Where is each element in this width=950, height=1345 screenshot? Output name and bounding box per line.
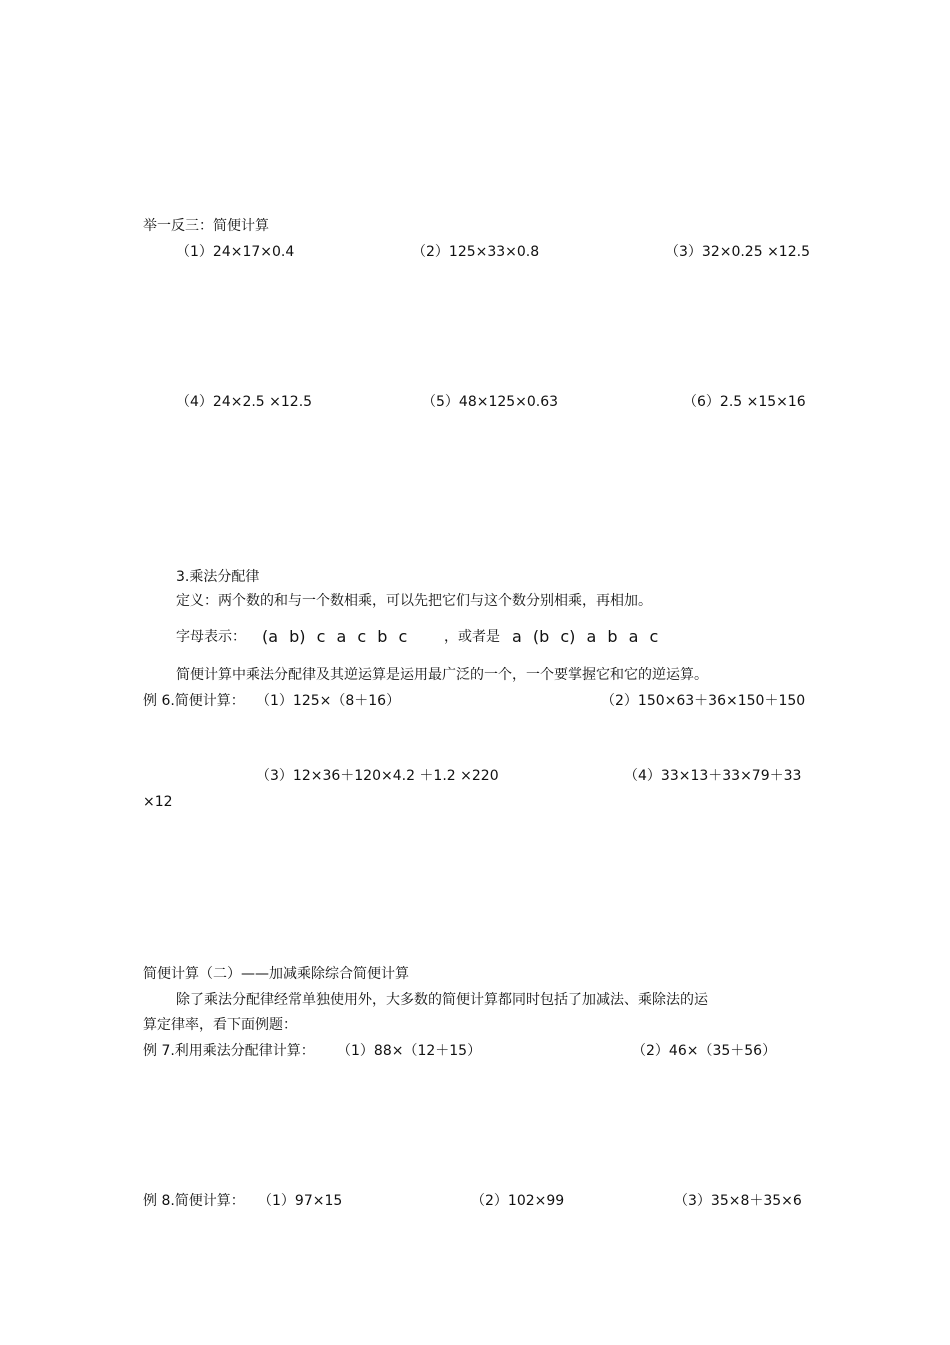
example7-problem-1: （1）88×（12＋15）	[337, 1043, 482, 1059]
example8-problem-3: （3）35×8＋35×6	[674, 1193, 802, 1209]
problem-3: （3）32×0.25 ×12.5	[665, 244, 810, 260]
section-title: 举一反三：简便计算	[143, 218, 269, 234]
example6-problem-2: （2）150×63＋36×150＋150	[601, 693, 806, 709]
note-text: 简便计算中乘法分配律及其逆运算是运用最广泛的一个，一个要掌握它和它的逆运算。	[176, 667, 708, 683]
example8-label: 例 8.简便计算：	[143, 1193, 245, 1209]
example-label: 例 6.简便计算：	[143, 693, 245, 709]
example8-problem-1: （1）97×15	[258, 1193, 343, 1209]
example8-problem-2: （2）102×99	[471, 1193, 565, 1209]
example6-problem-3: （3）12×36＋120×4.2 ＋1.2 ×220	[256, 768, 499, 784]
example6-problem-1: （1）125×（8＋16）	[256, 693, 401, 709]
paragraph-line-1: 除了乘法分配律经常单独使用外，大多数的简便计算都同时包括了加减法、乘除法的运	[176, 992, 708, 1008]
problem-5: （5）48×125×0.63	[422, 394, 559, 410]
definition-text: 定义：两个数的和与一个数相乘，可以先把它们与这个数分别相乘，再相加。	[176, 593, 652, 609]
problem-4: （4）24×2.5 ×12.5	[176, 394, 313, 410]
formula-2: a (b c) a b a c	[512, 627, 659, 646]
example6-problem-4: （4）33×13＋33×79＋33	[624, 768, 802, 784]
problem-2: （2）125×33×0.8	[412, 244, 540, 260]
formula-1: (a b) c a c b c	[262, 627, 408, 646]
example6-problem-4-cont: ×12	[143, 794, 173, 810]
problem-6: （6）2.5 ×15×16	[683, 394, 806, 410]
problem-1: （1）24×17×0.4	[176, 244, 295, 260]
example7-label: 例 7.利用乘法分配律计算：	[143, 1043, 315, 1059]
example7-problem-2: （2）46×（35＋56）	[632, 1043, 777, 1059]
formula-or: ，或者是	[444, 629, 500, 645]
letter-label: 字母表示：	[176, 629, 246, 645]
section-heading: 3.乘法分配律	[176, 569, 260, 585]
paragraph-line-2: 算定律率，看下面例题：	[143, 1017, 297, 1033]
section-title-2: 简便计算（二）——加减乘除综合简便计算	[143, 966, 409, 982]
